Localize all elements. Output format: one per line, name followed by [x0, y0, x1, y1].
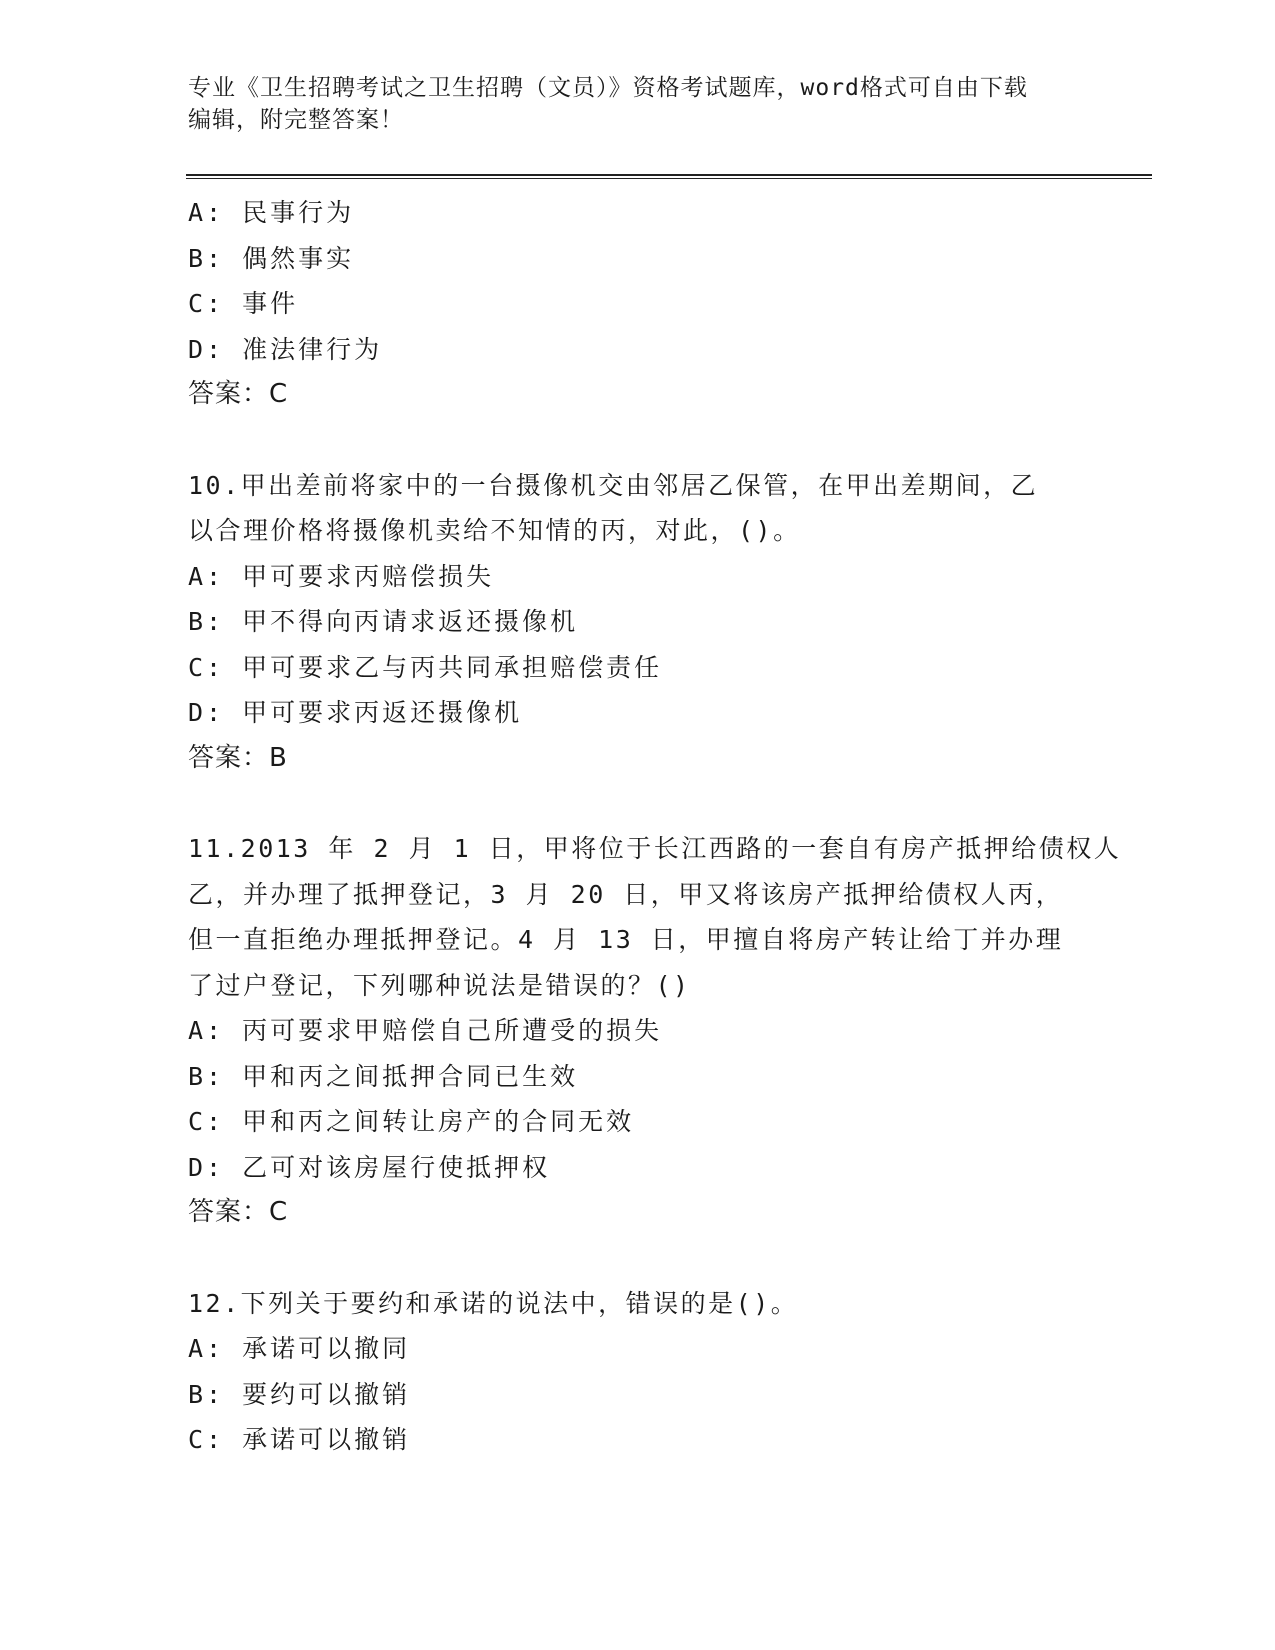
option-b: B: 偶然事实	[188, 243, 355, 273]
question-11	[188, 826, 1122, 1236]
option-d: D: 乙可对该房屋行使抵押权	[188, 1152, 551, 1182]
question-12	[188, 1281, 1088, 1463]
option-a: A: 民事行为	[188, 198, 355, 227]
option-a: A: 丙可要求甲赔偿自己所遭受的损失	[188, 1016, 663, 1045]
header-line-1: 专业《卫生招聘考试之卫生招聘（文员）》资格考试题库，word格式可自由下载	[188, 75, 1028, 101]
question-stem: 乙，并办理了抵押登记，3 月 20 日，甲又将该房产抵押给债权人丙，	[188, 879, 1064, 909]
header-line-2: 编辑，附完整答案！	[188, 107, 404, 133]
question-stem: 以合理价格将摄像机卖给不知情的丙，对此，()。	[188, 516, 801, 545]
header-divider	[186, 174, 1152, 179]
question-stem: 但一直拒绝办理抵押登记。4 月 13 日，甲擅自将房产转让给丁并办理	[188, 925, 1064, 954]
question-stem: 12.下列关于要约和承诺的说法中，错误的是()。	[188, 1288, 799, 1318]
option-d: D: 甲可要求丙返还摄像机	[188, 698, 523, 727]
question-list	[188, 190, 1122, 1463]
answer: 答案：C	[188, 1197, 289, 1227]
option-c: C: 承诺可以撤销	[188, 1425, 411, 1454]
question-stem: 11.2013 年 2 月 1 日，甲将位于长江西路的一套自有房产抵押给债权人	[188, 834, 1122, 863]
answer: 答案：B	[188, 742, 288, 773]
option-b: B: 要约可以撤销	[188, 1379, 411, 1409]
question-stem: 10.甲出差前将家中的一台摄像机交由邻居乙保管，在甲出差期间，乙	[188, 470, 1039, 500]
question-10	[188, 463, 1088, 782]
option-b: B: 甲不得向丙请求返还摄像机	[188, 607, 579, 636]
option-c: C: 甲和丙之间转让房产的合同无效	[188, 1107, 635, 1136]
option-c: C: 事件	[188, 289, 299, 318]
option-a: A: 甲可要求丙赔偿损失	[188, 561, 495, 591]
question-stem: 了过户登记，下列哪种说法是错误的？()	[188, 970, 691, 1000]
option-b: B: 甲和丙之间抵押合同已生效	[188, 1061, 579, 1091]
document-header	[188, 72, 1088, 136]
option-a: A: 承诺可以撤同	[188, 1334, 411, 1363]
option-c: C: 甲可要求乙与丙共同承担赔偿责任	[188, 652, 663, 682]
answer: 答案：C	[188, 379, 289, 409]
option-d: D: 准法律行为	[188, 334, 383, 364]
question-9	[188, 190, 1088, 418]
